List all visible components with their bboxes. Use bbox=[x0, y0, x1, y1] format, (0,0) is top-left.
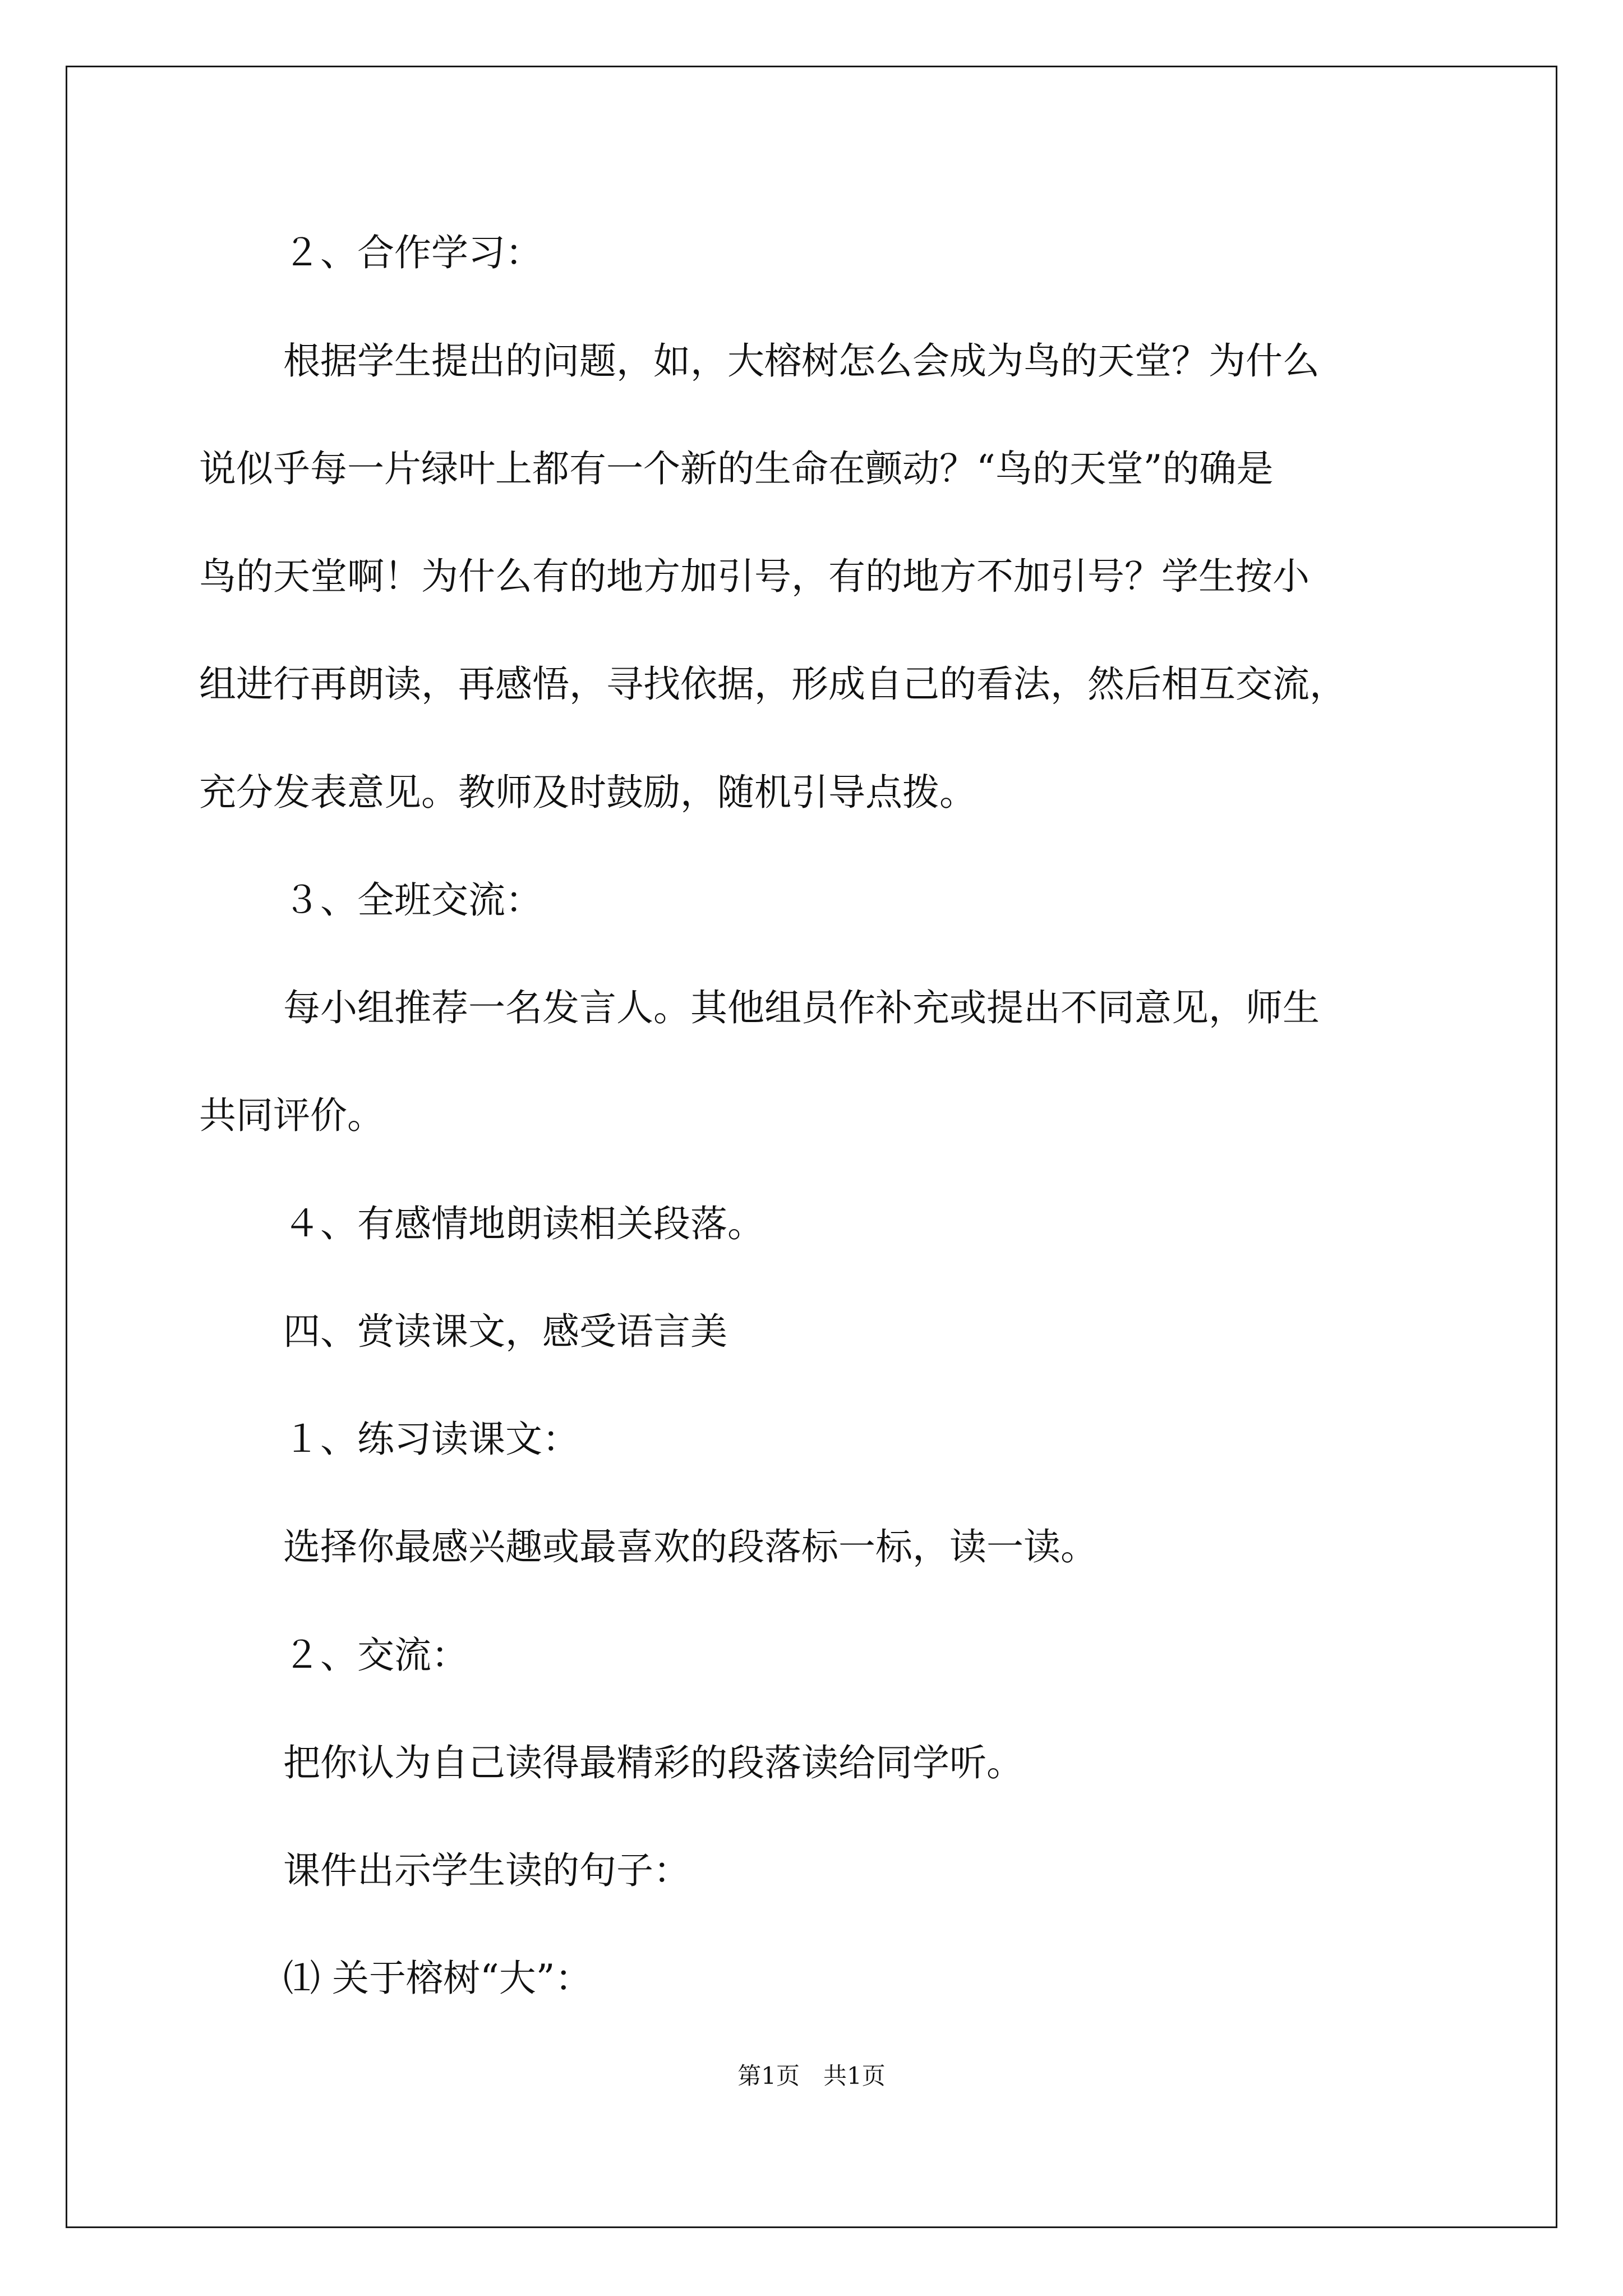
list-item: ⑴ 关于榕树“大”： bbox=[283, 1957, 592, 2000]
paragraph-line: 充分发表意见。教师及时鼓励，随机引导点拨。 bbox=[199, 771, 976, 814]
paragraph-line: 说似乎每一片绿叶上都有一个新的生命在颤动？“鸟的天堂”的确是 bbox=[199, 447, 1274, 490]
paragraph-line: 每小组推荐一名发言人。其他组员作补充或提出不同意见，师生 bbox=[283, 986, 1320, 1029]
section-heading-class-exchange: ３、全班交流： bbox=[283, 878, 542, 922]
section-heading-exchange: ２、交流： bbox=[283, 1634, 468, 1677]
paragraph-line: 根据学生提出的问题，如，大榕树怎么会成为鸟的天堂？为什么 bbox=[283, 339, 1320, 383]
paragraph-line: 鸟的天堂啊！为什么有的地方加引号，有的地方不加引号？学生按小 bbox=[199, 555, 1310, 598]
page-border bbox=[66, 66, 1557, 2228]
page-number-footer: 第1页 共1页 bbox=[737, 2062, 886, 2090]
paragraph-line: 共同评价。 bbox=[199, 1094, 384, 1137]
section-heading-cooperative-study: ２、合作学习： bbox=[283, 231, 542, 274]
section-heading-read-aloud: ４、有感情地朗读相关段落。 bbox=[283, 1202, 764, 1245]
paragraph-line: 把你认为自己读得最精彩的段落读给同学听。 bbox=[283, 1741, 1023, 1784]
paragraph-line: 选择你最感兴趣或最喜欢的段落标一标，读一读。 bbox=[283, 1525, 1098, 1568]
section-heading-appreciate: 四、赏读课文，感受语言美 bbox=[283, 1310, 727, 1353]
paragraph-line: 组进行再朗读，再感悟，寻找依据，形成自己的看法，然后相互交流， bbox=[199, 662, 1347, 706]
section-heading-practice-reading: １、练习读课文： bbox=[283, 1418, 579, 1461]
paragraph-line: 课件出示学生读的句子： bbox=[283, 1849, 690, 1892]
